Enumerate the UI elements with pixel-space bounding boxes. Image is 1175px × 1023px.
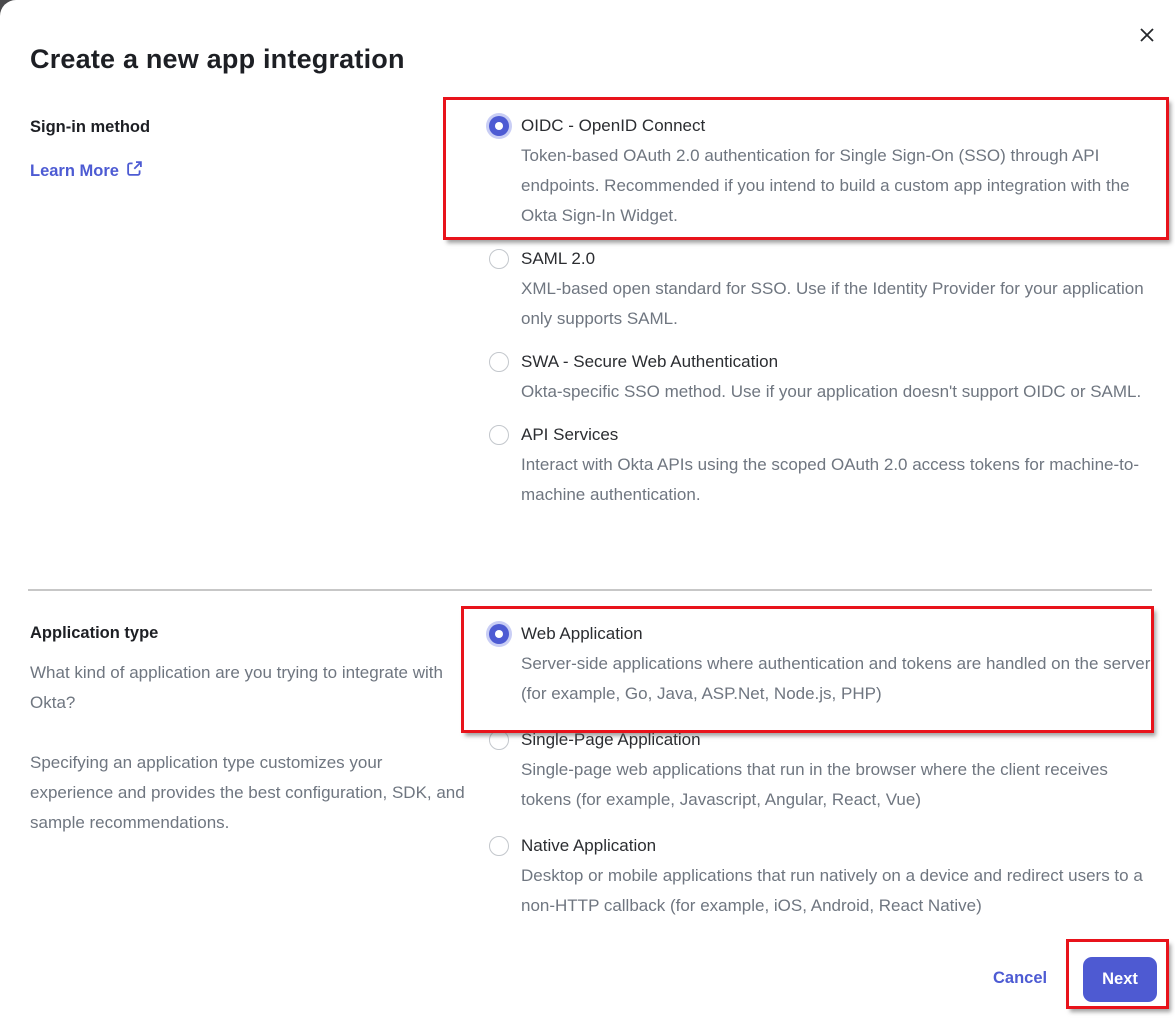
- option-label[interactable]: Native Application: [521, 836, 657, 855]
- application-type-question: What kind of application are you trying to integrate with Okta?: [30, 663, 443, 712]
- learn-more-link[interactable]: [30, 160, 143, 182]
- application-type-left-panel: [30, 620, 465, 868]
- radio-unselected-icon[interactable]: [489, 730, 509, 750]
- next-button[interactable]: Next: [1083, 957, 1157, 1002]
- close-icon[interactable]: [1134, 22, 1160, 48]
- application-type-explanation: Specifying an application type customizes your experience and provides the best configuration, SDK, and sample recommendations.: [30, 753, 465, 832]
- application-type-options: [489, 619, 1157, 937]
- radio-option-saml[interactable]: [489, 244, 1157, 334]
- signin-method-heading: Sign-in method: [30, 118, 151, 136]
- option-description: Single-page web applications that run in the browser where the client receives tokens (for example, Javascript, Angular, React, Vue): [521, 760, 1108, 809]
- radio-unselected-icon[interactable]: [489, 836, 509, 856]
- external-link-icon: [126, 160, 143, 182]
- option-description: Server-side applications where authentication and tokens are handled on the server (for example, Go, Java, ASP.Net, Node.js, PHP): [521, 654, 1151, 703]
- section-divider: [28, 589, 1152, 591]
- radio-option-api-services[interactable]: [489, 420, 1157, 510]
- signin-method-left-panel: [30, 114, 430, 182]
- radio-unselected-icon[interactable]: [489, 249, 509, 269]
- radio-option-web-application[interactable]: [489, 619, 1157, 709]
- radio-unselected-icon[interactable]: [489, 352, 509, 372]
- page-title: Create a new app integration: [30, 44, 405, 74]
- learn-more-label: Learn More: [30, 161, 119, 180]
- option-description: Desktop or mobile applications that run natively on a device and redirect users to a non-HTTP callback (for example, iOS, Android, React Native): [521, 866, 1143, 915]
- radio-option-single-page-application[interactable]: [489, 725, 1157, 815]
- radio-selected-icon[interactable]: [489, 624, 509, 644]
- radio-option-oidc[interactable]: [489, 111, 1157, 231]
- cancel-button[interactable]: Cancel: [993, 969, 1048, 987]
- option-description: Interact with Okta APIs using the scoped OAuth 2.0 access tokens for machine-to-machine authentication.: [521, 455, 1139, 504]
- option-label[interactable]: API Services: [521, 425, 619, 444]
- option-label[interactable]: OIDC - OpenID Connect: [521, 116, 706, 135]
- option-label[interactable]: Web Application: [521, 624, 643, 643]
- radio-selected-icon[interactable]: [489, 116, 509, 136]
- option-label[interactable]: Single-Page Application: [521, 730, 701, 749]
- radio-option-native-application[interactable]: [489, 831, 1157, 921]
- signin-method-options: [489, 111, 1157, 523]
- option-label[interactable]: SWA - Secure Web Authentication: [521, 352, 779, 371]
- option-label[interactable]: SAML 2.0: [521, 249, 596, 268]
- option-description: Token-based OAuth 2.0 authentication for Single Sign-On (SSO) through API endpoints. Recommended if you intend to build a custom app integration with the Okta Sign-In Widget.: [521, 146, 1130, 225]
- option-description: XML-based open standard for SSO. Use if the Identity Provider for your application only supports SAML.: [521, 279, 1144, 328]
- radio-unselected-icon[interactable]: [489, 425, 509, 445]
- radio-option-swa[interactable]: [489, 347, 1157, 407]
- option-description: Okta-specific SSO method. Use if your application doesn't support OIDC or SAML.: [521, 382, 1142, 401]
- application-type-heading: Application type: [30, 624, 159, 642]
